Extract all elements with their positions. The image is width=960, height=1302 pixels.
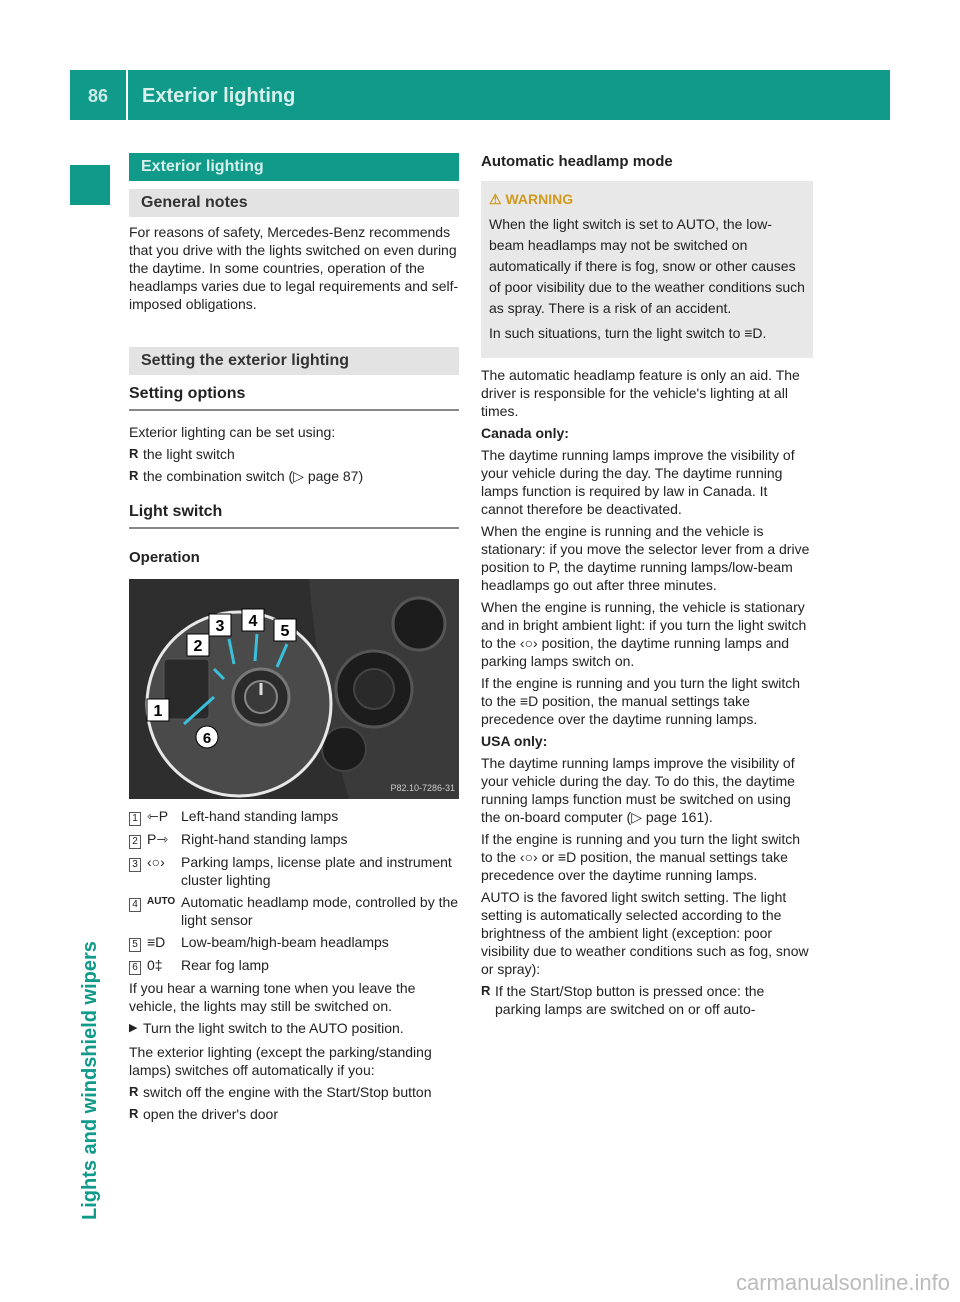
header-title: Exterior lighting	[142, 85, 296, 107]
warning-title	[489, 189, 805, 210]
right-column	[481, 153, 813, 1022]
legend-number: 6	[129, 961, 141, 975]
legend-text: Left-hand standing lamps	[181, 808, 339, 824]
watermark: carmanualsonline.info	[735, 1270, 950, 1295]
legend-text: Low-beam/high-beam headlamps	[181, 934, 389, 950]
section-title-bar: Exterior lighting	[129, 153, 459, 181]
parking-lamps-icon: ‹○›	[147, 854, 165, 870]
right-standing-lamps-icon: P⇾	[147, 831, 169, 847]
list-item: R open the driver's door	[129, 1105, 459, 1123]
favored-text: AUTO is the favored light switch setting. The light setting is automatically selected according to the brightness of the ambient light (exception: poor visibility due to weather conditions such as fog, snow or spray):	[481, 889, 809, 977]
legend-item	[129, 893, 459, 929]
legend-text: Right-hand standing lamps	[181, 831, 348, 847]
svg-text:6: 6	[202, 730, 212, 747]
setting-bar: Setting the exterior lighting	[129, 347, 459, 375]
stationary-text: When the engine is running and the vehicle is stationary: if you move the selector lever from a drive position to P, the daytime running lamps/low-beam headlamps go out after three minutes.	[481, 523, 810, 593]
setting-options-heading: Setting options	[129, 385, 459, 411]
auto-icon: AUTO	[147, 896, 176, 907]
canada-heading: Canada only:	[481, 425, 569, 441]
instruction-step: ▶ Turn the light switch to the AUTO position.	[129, 1019, 459, 1037]
set-using-text: Exterior lighting can be set using:	[129, 424, 336, 440]
warning-text-2: In such situations, turn the light switch to ≡D.	[489, 325, 767, 341]
warning-text: When the light switch is set to AUTO, the low-beam headlamps may not be switched on automatically if there is fog, snow or other causes of poor visibility due to the weather conditions such as spray. There is a risk of an accident.	[489, 216, 805, 316]
section-marker	[70, 165, 110, 205]
legend-text: Parking lamps, license plate and instrument cluster lighting	[181, 854, 452, 888]
auto-headlamp-heading: Automatic headlamp mode	[481, 153, 673, 170]
legend-number: 3	[129, 858, 141, 872]
aid-text: The automatic headlamp feature is only an aid. The driver is responsible for the vehicle's lighting at all times.	[481, 367, 800, 419]
legend-number: 1	[129, 812, 141, 826]
general-notes-text: For reasons of safety, Mercedes-Benz recommends that you drive with the lights switched on even during the daytime. In some countries, operation of the headlamps varies due to legal requirements and self-imposed obligations.	[129, 224, 459, 312]
left-column	[129, 153, 459, 1127]
general-notes-bar: General notes	[129, 189, 459, 217]
list-item: R the light switch	[129, 445, 459, 463]
svg-text:2: 2	[193, 638, 203, 655]
usa-heading: USA only:	[481, 733, 548, 749]
light-switch-illustration	[129, 579, 459, 799]
list-item: R If the Start/Stop button is pressed once: the parking lamps are switched on or off auto-	[481, 982, 813, 1018]
light-switch-heading: Light switch	[129, 503, 459, 529]
usa-text: The daytime running lamps improve the visibility of your vehicle during the day. To do this, the daytime running lamps function must be switched on using the on-board computer (▷ page 161).	[481, 755, 795, 825]
page-number: 86	[87, 86, 109, 106]
legend-number: 5	[129, 938, 141, 952]
page-header	[70, 70, 890, 120]
legend-item	[129, 830, 459, 849]
canada-text: The daytime running lamps improve the visibility of your vehicle during the day. The daytime running lamps function is required by law in Canada. It cannot therefore be deactivated.	[481, 447, 795, 517]
legend-text: Rear fog lamp	[181, 957, 269, 973]
operation-heading: Operation	[129, 549, 200, 566]
svg-text:3: 3	[215, 618, 225, 635]
section-title: Lights and windshield wipers	[79, 941, 101, 1220]
header-separator	[126, 70, 128, 120]
legend-item	[129, 956, 459, 975]
legend-number: 2	[129, 835, 141, 849]
ambient-text: When the engine is running, the vehicle is stationary and in bright ambient light: if you turn the light switch to the ‹○› position, the daytime running lamps and parking lamps switch on.	[481, 599, 807, 669]
photo-code: P82.10-7286-31	[390, 783, 455, 793]
rear-fog-lamp-icon: 0‡	[147, 957, 163, 973]
svg-text:1: 1	[153, 703, 163, 720]
legend-item	[129, 853, 459, 889]
manual-text: If the engine is running and you turn the light switch to the ≡D position, the manual settings take precedence over the daytime running lamps.	[481, 675, 801, 727]
warning-icon: ⚠	[489, 191, 506, 207]
left-standing-lamps-icon: ⇽P	[147, 808, 169, 824]
low-beam-icon: ≡D	[147, 934, 166, 950]
auto-off-text: The exterior lighting (except the parking/standing lamps) switches off automatically if you:	[129, 1044, 432, 1078]
svg-text:4: 4	[248, 613, 258, 630]
light-switch-photo	[129, 579, 459, 799]
section-sidebar	[70, 165, 110, 1220]
legend-text: Automatic headlamp mode, controlled by the light sensor	[181, 894, 459, 928]
warning-box	[481, 181, 813, 358]
list-item: R switch off the engine with the Start/Stop button	[129, 1083, 459, 1101]
warning-tone-text: If you hear a warning tone when you leave the vehicle, the lights may still be switched on.	[129, 980, 416, 1014]
manual-text-2: If the engine is running and you turn the light switch to the ‹○› or ≡D position, the manual settings take precedence over the daytime running lamps.	[481, 831, 801, 883]
legend-number: 4	[129, 898, 141, 912]
svg-text:5: 5	[280, 623, 290, 640]
list-item: R the combination switch (▷ page 87)	[129, 467, 459, 485]
legend-item	[129, 807, 459, 826]
legend-item	[129, 933, 459, 952]
warning-label: WARNING	[505, 191, 574, 207]
